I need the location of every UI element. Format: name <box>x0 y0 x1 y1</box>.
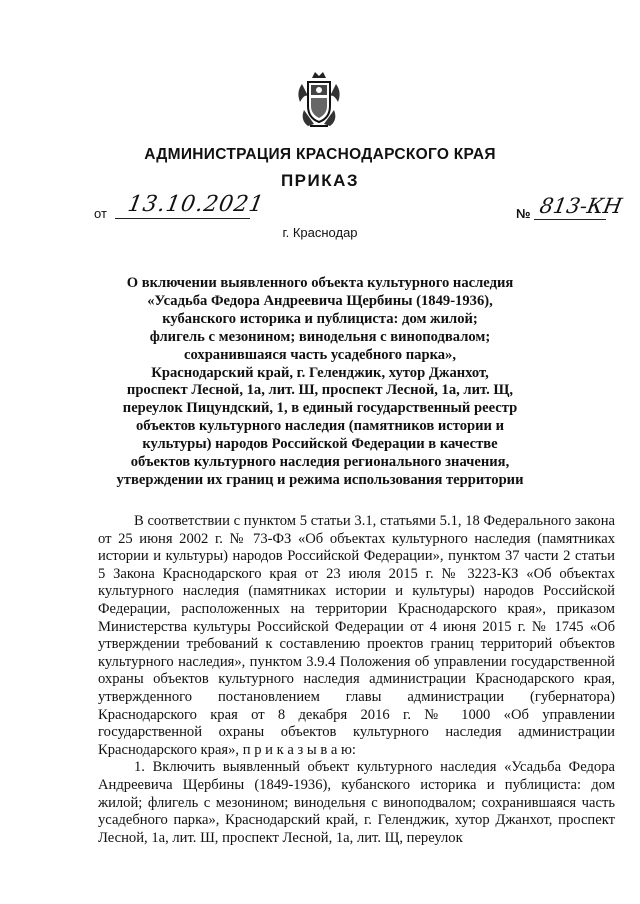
title-line: «Усадьба Федора Андреевича Щербины (1849-1936), <box>147 292 493 309</box>
date-underline <box>115 218 250 219</box>
handwritten-date: 13.10.2021 <box>125 192 267 217</box>
title-line: культуры) народов Российской Федерации в качестве <box>142 436 498 453</box>
title-line: кубанского историка и публициста: дом жилой; <box>162 310 478 327</box>
preamble-paragraph: В соответствии с пунктом 5 статьи 3.1, статьями 5.1, 18 Федерального закона от 25 июня 2002 г. № 73-ФЗ «Об объектах культурного наследия (памятниках истории и культуры) народов Российской Федерации», пунктом 37 части 2 статьи 5 Закона Краснодарского края от 23 июля 2015 г. № 3223-КЗ «Об объектах культурного наследия (памятниках истории и культуры) народов Российской Федерации, расположенных на территории Краснодарского края», приказом Министерства культуры Российской Федерации от 4 июня 2015 г. № 1745 «Об утверждении требований к составлению проектов границ территорий объектов культурного наследия», пунктом 3.9.4 Положения об управлении государственной охраны объектов культурного наследия администрации Краснодарского края, утвержденного постановлением главы администрации (губернатора) Краснодарского края от 8 декабря 2016 г. № 1000 «Об управлении государственной охраны объектов культурного наследия администрации Краснодарского края», п р и к а з ы в а ю: <box>98 513 615 758</box>
document-type: ПРИКАЗ <box>280 171 360 190</box>
organization-name: АДМИНИСТРАЦИЯ КРАСНОДАРСКОГО КРАЯ <box>144 146 496 163</box>
city-name: г. Краснодар <box>282 225 358 240</box>
number-label: № <box>516 206 531 221</box>
coat-of-arms-icon <box>294 70 344 130</box>
title-line: утверждении их границ и режима использования территории <box>116 471 524 488</box>
clause-1-paragraph: 1. Включить выявленный объект культурного наследия «Усадьба Федора Андреевича Щербины (1849-1936), кубанского историка и публициста: дом жилой; флигель с мезонином; винодельня с виноподвалом; сохранившаяся часть усадебного парка», Краснодарский край, г. Геленджик, хутор Джанхот, проспект Лесной, 1а, лит. Ш, проспект Лесной, 1а, лит. Щ, переулок <box>98 759 615 846</box>
title-line: объектов культурного наследия регионального значения, <box>130 454 510 471</box>
title-line: флигель с мезонином; винодельня с виноподвалом; <box>149 328 491 345</box>
title-line: объектов культурного наследия (памятников истории и <box>135 418 505 435</box>
order-title <box>110 275 530 490</box>
title-line: О включении выявленного объекта культурного наследия <box>126 275 514 291</box>
title-line: сохранившаяся часть усадебного парка», <box>183 346 456 363</box>
title-line: проспект Лесной, 1а, лит. Ш, проспект Лесной, 1а, лит. Щ, <box>126 382 514 399</box>
number-underline <box>534 219 606 220</box>
title-line: переулок Пицундский, 1, в единый государственный реестр <box>122 400 518 417</box>
handwritten-number: 813-КН <box>537 194 624 218</box>
title-line: Краснодарский край, г. Геленджик, хутор Джанхот, <box>151 364 489 381</box>
date-label: от <box>94 206 107 221</box>
document-body <box>98 513 615 847</box>
